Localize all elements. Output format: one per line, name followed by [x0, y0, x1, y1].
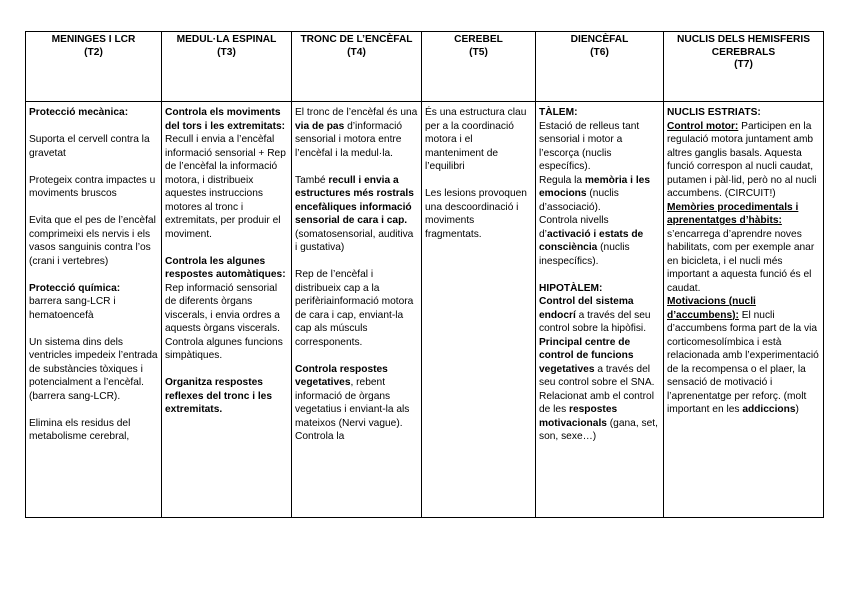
cell-meninges — [26, 102, 162, 518]
bold-text: Control del sistema endocrí — [539, 296, 634, 321]
text: Controla nivells d’ — [539, 215, 609, 240]
header-title: NUCLIS DELS HEMISFERIS CEREBRALS — [676, 34, 810, 58]
text: (nuclis d’associació). — [539, 188, 619, 213]
bold-text: Controla les algunes respostes automàtiques: — [165, 255, 286, 280]
text: Un sistema dins dels ventricles impedeix l’entrada de substàncies tòxiques i potencialment a l’encèfal. (barrera sang-LCR). — [29, 336, 158, 402]
text: Estació de relleus tant sensorial i motor a l’escorça (nuclis específics). — [539, 120, 640, 172]
underlined-heading: Motivacions (nucli d’accumbens): — [667, 296, 756, 321]
header-nuclis — [664, 32, 824, 102]
cell-nuclis — [664, 102, 824, 518]
cell-medulla — [162, 102, 292, 518]
text: ) — [795, 404, 799, 415]
header-code: (T6) — [590, 46, 609, 58]
heading-mechanical: Protecció mecànica: — [29, 107, 129, 118]
text: Suporta el cervell contra la gravetat — [29, 134, 150, 159]
bold-text: via de pas — [295, 120, 345, 132]
text: Regula la — [539, 174, 585, 186]
header-diencefal — [536, 32, 664, 102]
header-meninges — [26, 32, 162, 102]
header-title: CEREBEL — [454, 34, 503, 45]
header-code: (T3) — [217, 46, 236, 58]
cell-tronc — [292, 102, 422, 518]
bold-text: recull i envia a estructures més rostrals encefàliques informació sensorial de cara i cap. — [295, 174, 414, 226]
header-row — [26, 32, 824, 102]
heading-talem: TÀLEM: — [539, 107, 578, 118]
text: El tronc de l’encèfal és una — [295, 107, 418, 118]
text: d’informació sensorial i motora entre l’encèfal i la medul·la. — [295, 120, 403, 159]
header-title: TRONC DE L’ENCÈFAL — [300, 34, 413, 45]
header-code: (T7) — [734, 59, 753, 70]
header-medulla — [162, 32, 292, 102]
bold-text: addiccions — [742, 404, 796, 415]
text: (somatosensorial, auditiva i gustativa) — [295, 228, 414, 253]
text: Rep informació sensorial de diferents òrgans viscerals, i envia ordres a aquests òrgans viscerals. Controla algunes funcions simpàtiques. — [165, 282, 283, 361]
heading-estriats: NUCLIS ESTRIATS: — [667, 107, 761, 118]
underlined-heading: Control motor: — [667, 120, 739, 132]
cell-cerebel — [422, 102, 536, 518]
text: És una estructura clau per a la coordinació motora i el manteniment de l’equilibri — [425, 107, 527, 172]
bold-text: Controla els moviments del tors i les extremitats: — [165, 107, 286, 132]
header-code: (T5) — [469, 46, 488, 58]
underlined-heading: Memòries procedimentals i aprenentatges d’hàbits: — [667, 201, 799, 226]
text: Elimina els residus del metabolisme cerebral, — [29, 417, 131, 442]
text: Recull i envia a l’encèfal informació sensorial + Rep de l’encèfal la informació motora, i distribueix aquestes instruccions motores al tronc i extremitats, per produir el moviment. — [165, 134, 286, 240]
text: s’encarrega d’aprendre noves habilitats, com per exemple anar en bicicleta, i el nucli més important a aquesta funció és el caudat. — [667, 228, 815, 294]
text: barrera sang-LCR i hematoencefà — [29, 296, 116, 321]
bold-text: activació i estats de consciència — [539, 228, 644, 253]
heading-hipotalem: HIPOTÀLEM: — [539, 282, 603, 294]
header-tronc — [292, 32, 422, 102]
header-cerebel — [422, 32, 536, 102]
brain-summary-table — [25, 31, 824, 518]
text: Protegeix contra impactes u moviments bruscos — [29, 174, 156, 199]
text: (gana, set, son, sexe…) — [539, 417, 658, 442]
content-row — [26, 102, 824, 518]
text: , rebent informació de òrgans vegetatius i enviant-la als mateixos (Nervi vague). Controla la — [295, 377, 410, 442]
heading-chemical: Protecció química: — [29, 282, 121, 294]
header-title: DIENCÈFAL — [570, 34, 629, 45]
bold-text: Principal centre de control de funcions vegetatives — [539, 336, 634, 375]
header-code: (T2) — [84, 46, 103, 58]
text: Les lesions provoquen una descoordinació i moviments fragmentats. — [425, 188, 527, 240]
text: a través del seu control sobre el SNA. Relacionat amb el control de les — [539, 363, 655, 415]
bold-text: Organitza respostes reflexes del tronc i les extremitats. — [165, 377, 273, 415]
header-title: MEDUL·LA ESPINAL — [176, 34, 277, 45]
bold-text: memòria i les emocions — [539, 174, 650, 199]
text: a través del seu control sobre la hipòfisi. — [539, 309, 651, 334]
bold-text: respostes motivacionals — [539, 404, 618, 429]
bold-text: Controla respostes vegetatives — [295, 363, 388, 388]
text: Rep de l’encèfal i distribueix cap a la perifèriainformació motora de cara i cap, enviant-la cap als músculs corresponents. — [295, 269, 414, 348]
text: (nuclis inespecífics). — [539, 242, 630, 267]
text: El nucli d’accumbens forma part de la via corticomesolímbica i està relacionada amb l’experimentació de la recompensa o el plaer, la sensació de motivació i l’aprenentatge per reforç. (molt important en les — [667, 309, 819, 415]
header-title: MENINGES I LCR — [51, 34, 136, 45]
cell-diencefal — [536, 102, 664, 518]
header-code: (T4) — [347, 46, 366, 58]
text: Participen en la regulació motora juntament amb altres ganglis basals. Aquesta funció correspon al nucli caudat, putamen i pàl·lid, però no al nucli accumbens. (CIRCUIT!) — [667, 120, 817, 199]
text: També — [295, 174, 329, 186]
text: Evita que el pes de l’encèfal comprimeixi els nervis i els vasos sanguinis contra l’os (crani i vertebres) — [29, 215, 156, 267]
